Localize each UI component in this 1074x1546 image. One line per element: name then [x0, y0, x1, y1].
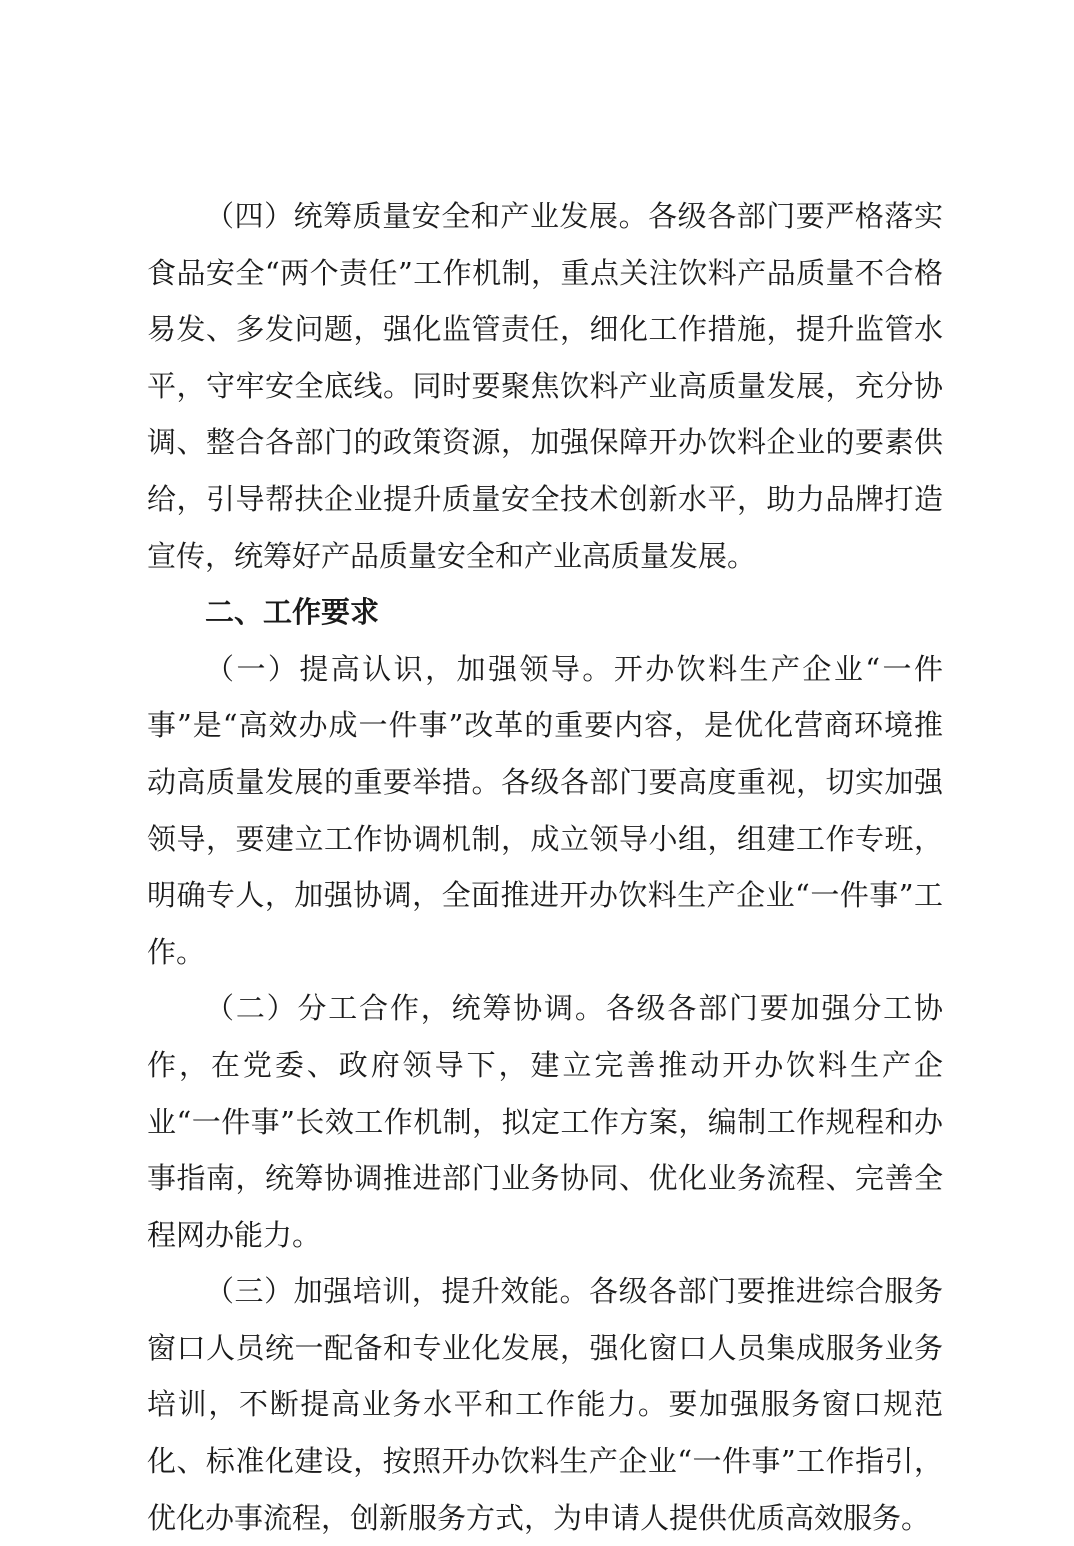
- paragraph-heading: （三）加强培训，提升效能。: [205, 1274, 590, 1309]
- paragraph-text: 各级各部门要严格落实食品安全“两个责任”工作机制，重点关注饮料产品质量不合格易发、多发问题，强化监管责任，细化工作措施，提升监管水平，守牢安全底线。同时要聚焦饮料产业高质量发展，充分协调、整合各部门的政策资源，加强保障开办饮料企业的要素供给，引导帮扶企业提升质量安全技术创新水平，助力品牌打造宣传，统筹好产品质量安全和产业高质量发展。: [147, 199, 943, 573]
- document-body: [147, 188, 943, 1546]
- paragraph-text: 各级各部门要推进综合服务窗口人员统一配备和专业化发展，强化窗口人员集成服务业务培训，不断提高业务水平和工作能力。要加强服务窗口规范化、标准化建设，按照开办饮料生产企业“一件事”工作指引，优化办事流程，创新服务方式，为申请人提供优质高效服务。: [147, 1274, 943, 1535]
- paragraph-text: 开办饮料生产企业“一件事”是“高效办成一件事”改革的重要内容，是优化营商环境推动高质量发展的重要举措。各级各部门要高度重视，切实加强领导，要建立工作协调机制，成立领导小组，组建工作专班，明确专人，加强协调，全面推进开办饮料生产企业“一件事”工作。: [147, 651, 943, 969]
- paragraph-training-efficiency: [147, 1263, 943, 1546]
- paragraph-division-cooperation: [147, 980, 943, 1263]
- paragraph-text: 各级各部门要加强分工协作，在党委、政府领导下，建立完善推动开办饮料生产企业“一件事”长效工作机制，拟定工作方案，编制工作规程和办事指南，统筹协调推进部门业务协同、优化业务流程、完善全程网办能力。: [147, 991, 943, 1252]
- paragraph-heading: （四）统筹质量安全和产业发展。: [205, 199, 649, 233]
- paragraph-raise-awareness: [147, 641, 943, 981]
- section-title-work-requirements: 二、工作要求: [205, 595, 380, 630]
- paragraph-heading: （二）分工合作，统筹协调。: [205, 991, 606, 1026]
- paragraph-coordinate-quality-industry: [147, 188, 943, 584]
- paragraph-heading: （一）提高认识，加强领导。: [205, 651, 614, 686]
